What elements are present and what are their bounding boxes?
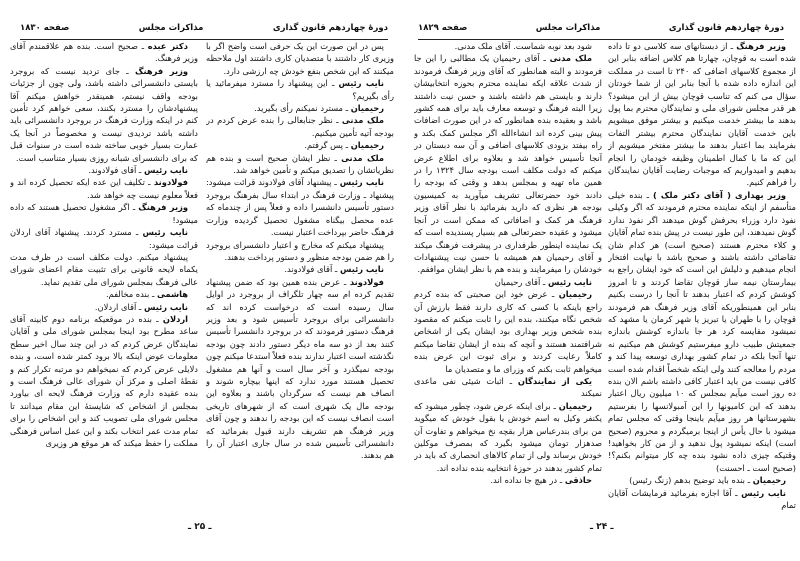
- speech-paragraph: [414, 276, 602, 288]
- speech-text: پس در این صورت این یک حرفی است واضح اگر با وزیری کار داشتند با متصدیان کاری داشتند اول ملاحظه میکنند که این شخص بنفع خودش چه ارزشی دارد.: [206, 41, 394, 76]
- speech-text: ـ آقای رحیمیان یک مطالبی را این جا فرمودند و البته همانطور که آقای وزیر فرهنگ فرمودند از شدت علاقه ایکه نماینده محترم بحوزه انتخابیشان دارند و بایستی هم داشته باشند و حسن نیت داشتند زیرا البته فرهنگ و توسعه معارف باید برای همه کشور باشد و بعقیده بنده همانطور که در این صورت اضافات پیش بینی کرده اند انشاءالله اگر مجلس کمک بکند و راه بیفتد بزودی کلاسهای اضافی و آن سه دبستان در آنجا تأسیس خواهد شد و بعلاوه برای اطلاع عرض میکنم که دولت مکلف است بودجه سال ۱۳۲۴ را در همین ماه تهیه و بمجلس بدهد و وقتی که بودجه را دادند خود حضرتعالی تشریف میآورید به کمیسیون بودجه هر نظری که دارید بفرمائید با نظر آقای وزیر فرهنگ هر کمک و اضافاتی که ممکن است در آنجا میشود و عقیده حضرتعالی هم بسیار پسندیده است که یک نماینده اینطور طرفداری در پیشرفت فرهنگ میکند و آقای رحیمیان هم همیشه با حسن نیت پیشنهادات خودشان را میفرمایند و بنده هم با نظر ایشان موافقم.: [414, 53, 602, 275]
- speech-paragraph: [414, 474, 602, 486]
- speech-paragraph: [206, 152, 394, 177]
- speaker-name: نایب رئیس: [547, 276, 592, 287]
- speaker-name: نایب رئیس: [338, 78, 384, 89]
- speech-paragraph: [608, 189, 796, 474]
- speech-paragraph: [414, 52, 602, 275]
- speech-text: ـ این پیشنهاد را مسترد میفرمائید یا رأی بگیریم؟: [206, 78, 394, 101]
- speaker-name: رحیمیان: [752, 475, 786, 486]
- speech-paragraph: [414, 400, 602, 474]
- speaker-name: ملک مدنی: [549, 53, 593, 64]
- speech-text: ـ صحیح است. بنده هم علاقمندم آقای وزیر فرهنگ.: [10, 41, 198, 64]
- speaker-name: ملک مدنی: [341, 152, 384, 163]
- speech-text: ـ اگر مشغول تحصیل هستند که داده میشود!: [10, 202, 198, 225]
- speech-paragraph: [10, 301, 198, 313]
- speech-paragraph: [206, 263, 394, 275]
- speech-paragraph: [10, 65, 198, 164]
- speaker-name: فولادوند: [349, 276, 384, 287]
- speech-text: ـ تکلیف این عده ایکه تحصیل کرده اند و فعلاً معلوم نیست چه خواهد شد.: [10, 177, 198, 200]
- speech-paragraph: [206, 114, 394, 139]
- speaker-name: اردلان: [162, 313, 188, 324]
- speech-text: ـ مسترد نمیکنم رأی بگیرید.: [254, 103, 349, 114]
- speaker-name: نایب رئیس: [339, 177, 384, 188]
- speaker-name: رحیمیان: [350, 140, 384, 151]
- speech-text: ـ آقای فولادوند.: [88, 165, 142, 176]
- speech-text: ـ برای اینکه عرض شود، چطور میشود که یکنفر وکیل به اسم خودش یا بقول خودش که میگوید من برای بندرعباس هزار بقچه نخ میخواهم و تفاوت آن صدهزار تومان میشود بگیرد که بمصرف موکلین خودش برساند ولی از تمام کالاهای انحصاری که باید در تمام کشور بدهند در حوزهٔ انتخابیه بنده نداده اند.: [414, 400, 602, 473]
- speech-paragraph: [10, 176, 198, 201]
- speaker-name: نایب رئیس: [339, 264, 384, 275]
- speaker-name: فولادوند: [153, 177, 189, 188]
- speech-paragraph: [414, 40, 602, 52]
- speech-text: ـ آقای فولادوند.: [284, 264, 338, 275]
- speech-text: ـ نظر جنابعالی را بنده عرض کردم در بودجه آتیه تأمین میکنیم.: [206, 115, 394, 138]
- speech-text: ـ آقای اردلان.: [94, 301, 142, 312]
- speech-text: ـ اثبات شیئی نفی ماعدی نمیکند: [414, 375, 602, 399]
- page-1829: [400, 0, 800, 561]
- speaker-name: وزیر فرهنگ: [138, 202, 189, 213]
- speech-paragraph: [414, 375, 602, 400]
- speech-paragraph: [10, 313, 198, 449]
- speaker-name: رحیمیان: [558, 289, 592, 300]
- speech-text: پیشنهاد میکنم. دولت مکلف است در ظرف مدت یکماه لایحه قانونی برای تثبیت مقام اعضای شورای عالی فرهنگ بمجلس شورای ملی تقدیم نماید.: [10, 251, 198, 287]
- speech-text: ـ بنده مخالفم.: [105, 289, 155, 300]
- footer-page-number: ـ ۲۵ ـ: [188, 522, 212, 532]
- text-column-2: [10, 40, 198, 520]
- page-header: [418, 20, 784, 40]
- speech-paragraph: [206, 40, 394, 77]
- speech-paragraph: [206, 176, 394, 238]
- speech-text: پیشنهاد میکنم که مخارج و اعتبار دانشسرای بروجرد را هم ضمن بودجه منظور و دستور پرداخت بدهند.: [206, 239, 394, 262]
- header-page-number: صفحه ۱۸۲۹: [418, 23, 468, 33]
- speech-text: ـ آقای رحیمیان: [494, 276, 546, 287]
- speech-paragraph: [608, 40, 796, 189]
- speech-paragraph: [10, 251, 198, 288]
- speech-text: ـ آقا اجازه بفرمائید فرمایشات آقایان تمام: [608, 487, 796, 511]
- speaker-name: هاشمی: [157, 289, 188, 300]
- speech-paragraph: [10, 164, 198, 176]
- speech-text: ـ بنده خیلی متأسفم از اینکه نماینده محترم فرمودند که اگر وکیلی نفوذ دارد وزراء بحرفش گوش میدهند اگر نفوذ ندارد گوش نمیدهند، این طور نیست در پیش بنده تمام آقایان و کلاء محترم هستند (صحیح است) هر کدام شان تقاضائی داشته باشند و صحیح باشد با نهایت افتخار انجام میدهیم و دلیلش این است که خود ایشان راجع به بیمارستان نیمه ساز قوچان تقاضا کردند و تا امروز کوشش کردم که اعتبار بدهند تا آنجا را درست بکنیم بنابر این همینطوریکه آقای وزیر فرهنگ هم فرمودند قوچان را با طهران یا تبریز یا شهر کرمان یا مشهد که نمیشود مقایسه کرد هر جا باندازه کوشش باندازه جمعیتش طبیب دارو میفرستیم کوشش هم میکنیم نه تنها آنجا بلکه در تمام کشور بهداری توسعه پیدا کند و مردم را معالجه کنند ولی اینکه شخصاً اقدام شده است کافی نیست من باید اعتبار کافی داشته باشم الان بنده ده روز است میآیم بمجلس که ۱۰ میلیون ریال اعتبار بدهند که این کامیونها را این آمبولانسها را بفرستیم بشهرستانها هر روز میآیم باینجا وقتی که مجلس تمام میشود با حال یأس از اینجا برمیگردم و محروم (صحیح است) اینکه نمیشود پول ندهید و از من کار بخواهید! وقتیکه چیزی داده نشود بنده چه کار میتوانم بکنم؟! (صحیح است ـ احسنت): [608, 189, 796, 473]
- speaker-name: وزیر بهداری ( آقای دکتر ملک ): [652, 189, 787, 200]
- header-title: دورهٔ چهاردهم قانون گذاری: [272, 23, 388, 33]
- speech-paragraph: [206, 139, 394, 151]
- page-header: [20, 20, 388, 40]
- speech-paragraph: [414, 288, 602, 375]
- speech-paragraph: [10, 201, 198, 226]
- speech-paragraph: [206, 102, 394, 114]
- speaker-name: نایب رئیس: [143, 301, 188, 312]
- speaker-name: دکتر عبده: [147, 41, 189, 51]
- header-page-number: صفحه ۱۸۳۰: [20, 23, 70, 33]
- speech-text: ـ عرض خود این صحبتی که بنده کردم راجع باینکه با کسی که کاری دارند فقط بارزش آن شخص نگاه میکنند، بنده این را ثابت میکنم که مقصود بنده شخص وزیر بهداری بود ایشان یکی از اشخاص شرافتمند هستند و آنچه که بنده از ایشان تقاضا میکنم کاملاً رعایت کردند و برای ثبوت این عرض بنده میخواهم ثابت بکنم که وزرای ما و متصدیان ما: [414, 289, 602, 374]
- speech-paragraph: [206, 77, 394, 102]
- speech-text: ـ عرض بنده همین بود که ضمن پیشنهاد تقدیم کرده ام سه چهار تلگراف از بروجرد در اوایل سال رسیده است که درخواست کرده اند که دانشسرائی برای بروجرد تأسیس شود و بعد وزیر فرهنگ دستور فرمودند که در بروجرد دانشسرا تأسیس کنند بعد از دو سه ماه دیگر دستور دادند چون بودجه نگذشته است اعتبار ندارند بنده فعلاً استدعا میکنم چون بودجه نمیگذرد و آخر سال است و آنها هم مشغول تحصیل هستند مورد ندارد که اینها بیچاره شوند و انصاف هم نیست که سرگردان باشند و بعلاوه این بودجه مال یک شهری است که از شهرهای تاریخی است انصاف نیست که این بودجه را ندهند و چون آقای وزیر فرهنگ هم تشریف دارند قبول بفرمائید که دانشسرائی تأسیس شده در سال جاری اعتبار آن را هم بدهند.: [206, 276, 394, 461]
- text-column-1: [608, 40, 796, 520]
- speaker-name: نایب رئیس: [142, 227, 189, 238]
- speech-text: ـ پس گرفتم.: [304, 140, 349, 151]
- speaker-name: رحیمیان: [350, 103, 384, 114]
- header-title: دورهٔ چهاردهم قانون گذاری: [668, 23, 784, 33]
- speech-text: ـ در هیچ جا نداده اند.: [490, 475, 563, 486]
- text-column-2: [414, 40, 602, 520]
- speech-text: ـ جای تردید نیست که بروجرد بایستی دانشسرائی داشته باشد، ولی چون از جزئیات بودجه واقف نیستم، همینقدر خواهش میکنم آقا پیشنهادشان را مسترد بکنند، سعی خواهم کرد تأمین کنم در اینکه وزارت فرهنگ در بروجرد دانشسرائی باید داشته باشد تردیدی نیست و مخصوصاً در آنجا یک عمارت بسیار خوبی ساخته شده است در سنوات قبل که برای دانشسرای شبانه روزی بسیار متناسب است.: [10, 65, 198, 163]
- header-section: مذاکرات مجلس: [535, 23, 601, 33]
- speech-paragraph: [608, 487, 796, 512]
- speech-text: شود بعد نوبه شماست. آقای ملک مدنی.: [454, 41, 592, 51]
- text-column-1: [206, 40, 394, 520]
- speech-text: ـ از دبستانهای سه کلاسی دو تا داده شده است به قوچان، چهارتا هم کلاس اضافه بنابر این از مجموع کلاسهای اضافی که ۲۴۰ تا است در مملکت این اندازه داده شده با آنجا بنابر این از شما خودتان سؤال می کنم که تناسب قوچان بیش از این میشود؟ هر قدر مجلس شورای ملی و نمایندگان محترم بما پول بدهند ما بیشتر خدمت میکنیم و بیشتر موفق میشویم باین خدمت آقایان نمایندگان محترم بیشتر التفات بفرمایند بما اعتبار بدهند ما بیشتر مفتخر میشویم از این که ما با کمال اطمینان وظیفه خودمان را انجام بدهیم و امیدواریم که موجبات رضایت آقایان نمایندگان را فراهم کنیم.: [608, 41, 796, 188]
- footer-page-number: ـ ۲۴ ـ: [590, 522, 614, 532]
- speaker-name: رحیمیان: [558, 400, 592, 411]
- speech-paragraph: [10, 288, 198, 300]
- speech-paragraph: [10, 226, 198, 251]
- speech-text: ـ بنده در موقعیکه برنامه دوم کابینه آقای ساعد مطرح بود اینجا بمجلس شورای ملی و آقایان نمایندگان عرض کردم که در این چند سال اخیر سطح معلومات عوض اینکه بالا برود کمتر شده است، و بنده دلایلی عرض کردم که نمیخواهم دو مرتبه تکرار کنم و نقطهٔ اصلی و مرکز آن شورای عالی فرهنگ است و بنده عقیده دارم که وزارت فرهنگ لایحه ای بیاورد بمجلس از اشخاص که شایستهٔ این مقام میدانند تا مجلس شورای ملی تصویب کند و این اشخاص را برای تمام مدت عمر انتخاب بکند و این عمل اساس فرهنگی مملکت را حفظ میکند که هر موقع هر وزیری: [10, 313, 198, 448]
- speech-text: ـ مسترد کردند. پیشنهاد آقای اردلان قرائت میشود:: [10, 227, 198, 250]
- speaker-name: یکی از نمایندگان: [517, 375, 592, 386]
- speech-text: ـ بنده باید توضیح بدهم (زنگ رئیس): [629, 475, 751, 486]
- header-section: مذاکرات مجلس: [138, 23, 204, 33]
- speaker-name: وزیر فرهنگ: [736, 41, 787, 51]
- speaker-name: حاذقی: [564, 475, 592, 486]
- speech-paragraph: [10, 40, 198, 65]
- speech-paragraph: [206, 239, 394, 264]
- speech-text: ـ نظر ایشان صحیح است و بنده هم نظریاتشان را تصدیق میکنم و تأمین خواهد شد.: [206, 152, 394, 176]
- speech-text: ـ پیشنهاد آقای فولادوند قرائت میشود: پیشنهاد ـ وزارت فرهنگ در ابتداء سال بفرهنگ بروجرد دستور تأسیس دانشسرا داده و فعلاً پس از چندماه که عده محصل بیگناه مشغول تحصیل گردیده وزارت فرهنگ حاضر بپرداخت اعتبار نیست.: [206, 177, 394, 238]
- speech-paragraph: [608, 474, 796, 486]
- speaker-name: نایب رئیس: [143, 165, 188, 176]
- speaker-name: ملک مدنی: [341, 115, 384, 126]
- speech-paragraph: [206, 276, 394, 462]
- speaker-name: وزیر فرهنگ: [134, 65, 189, 76]
- speaker-name: نایب رئیس: [741, 487, 786, 498]
